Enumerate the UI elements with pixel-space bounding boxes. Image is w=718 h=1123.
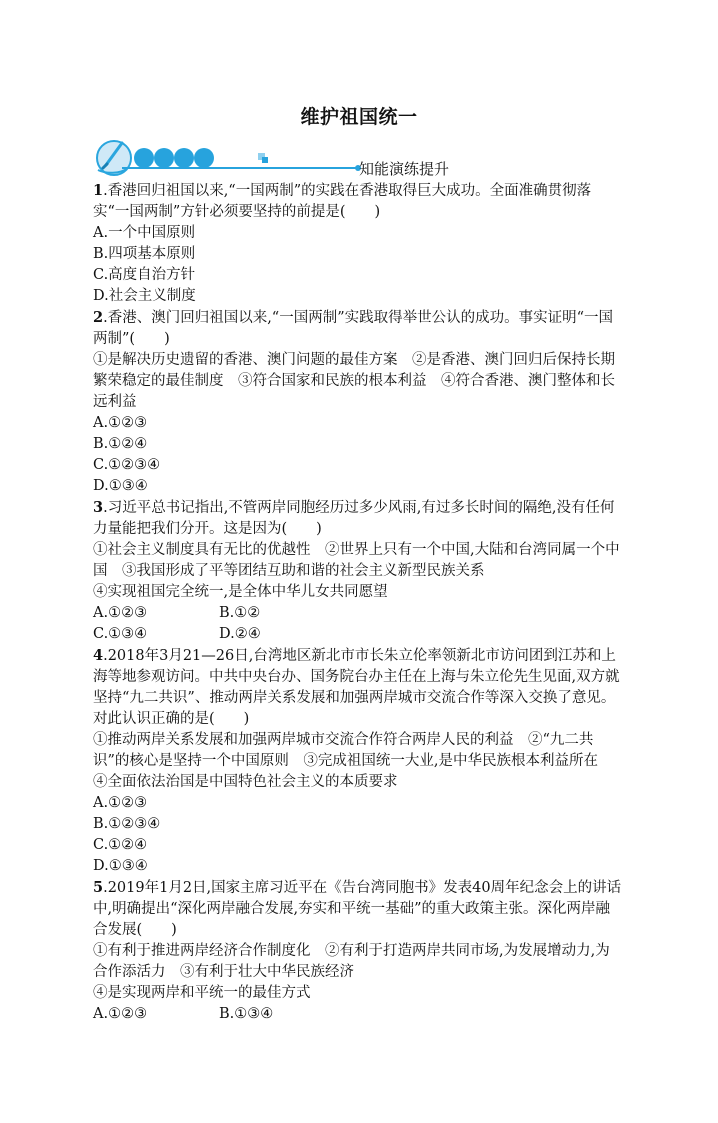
question-stem: [93, 180, 623, 223]
stem-text: .香港回归祖国以来,“一国两制”的实践在香港取得巨大成功。全面准确贯彻落实“一国两制”方针必须要坚持的前提是( ): [93, 183, 592, 220]
option-b: B.四项基本原则: [93, 246, 196, 262]
banner-dots: [134, 148, 214, 168]
statements: ①有利于推进两岸经济合作制度化 ②有利于打造两岸共同市场,为发展增动力,为合作添活力 ③有利于壮大中华民族经济: [93, 943, 610, 980]
question-number: 2: [93, 309, 104, 326]
stem-text: .香港、澳门回归祖国以来,“一国两制”实践取得举世公认的成功。事实证明“一国两制”( ): [93, 310, 614, 347]
options-row-1: [93, 603, 623, 624]
options-row-1: [93, 1004, 623, 1025]
stem-text: .2019年1月2日,国家主席习近平在《告台湾同胞书》发表40周年纪念会上的讲话中,明确提出“深化两岸融合发展,夯实和平统一基础”的重大政策主张。深化两岸融合发展( ): [93, 880, 622, 938]
question-3: [93, 497, 623, 645]
option-b: B.①②④: [93, 436, 148, 452]
question-2: [93, 307, 623, 497]
banner-underline: [122, 167, 360, 169]
options-row-2: [93, 624, 623, 645]
option-a: A.一个中国原则: [93, 225, 196, 241]
option-c: C.高度自治方针: [93, 267, 196, 283]
option-c: C.①③④: [93, 626, 148, 642]
option-b: B.①②③④: [93, 816, 161, 832]
option-a: A.①②③: [93, 795, 148, 811]
statements-extra: ④实现祖国完全统一,是全体中华儿女共同愿望: [93, 584, 388, 600]
square-deco-icon: [258, 153, 268, 163]
question-1: [93, 180, 623, 307]
option-a: A.①②③: [93, 1006, 148, 1022]
stem-text: .习近平总书记指出,不管两岸同胞经历过多少风雨,有过多长时间的隔绝,没有任何力量能把我们分开。这是因为( ): [93, 500, 615, 537]
option-c: C.①②④: [93, 837, 148, 853]
stem-text: .2018年3月21—26日,台湾地区新北市市长朱立伦率领新北市访问团到江苏和上海等地参观访问。中共中央台办、国务院台办主任在上海与朱立伦先生见面,双方就坚持“九二共识”、推动两岸关系发展和加强两岸城市交流合作等深入交换了意见。对此认识正确的是( ): [93, 648, 620, 727]
question-stem: [93, 497, 623, 540]
question-stem: [93, 307, 623, 350]
question-5: [93, 877, 623, 1025]
option-d: D.②④: [219, 626, 261, 642]
option-d: D.①③④: [93, 858, 148, 874]
option-a: A.①②③: [93, 415, 148, 431]
question-number: 5: [93, 879, 104, 896]
question-stem: [93, 645, 623, 730]
option-a: A.①②③: [93, 605, 148, 621]
option-b: B.①②: [219, 605, 261, 621]
question-number: 1: [93, 182, 104, 199]
question-number: 4: [93, 647, 104, 664]
statements: ①是解决历史遗留的香港、澳门问题的最佳方案 ②是香港、澳门回归后保持长期繁荣稳定的最佳制度 ③符合国家和民族的根本利益 ④符合香港、澳门整体和长远利益: [93, 352, 615, 410]
option-b: B.①③④: [219, 1006, 274, 1022]
option-c: C.①②③④: [93, 457, 161, 473]
pen-badge-icon: [97, 141, 131, 175]
page-title: 维护祖国统一: [300, 106, 418, 128]
option-d: D.社会主义制度: [93, 288, 196, 304]
statements-extra: ④是实现两岸和平统一的最佳方式: [93, 985, 311, 1001]
option-d: D.①③④: [93, 478, 148, 494]
statements: ①推动两岸关系发展和加强两岸城市交流合作符合两岸人民的利益 ②“九二共识”的核心是坚持一个中国原则 ③完成祖国统一大业,是中华民族根本利益所在 ④全面依法治国是中国特色社会主义的本质要求: [93, 732, 613, 790]
section-label: 知能演练提升: [359, 160, 450, 178]
question-list: [93, 180, 623, 1025]
question-4: [93, 645, 623, 877]
question-stem: [93, 877, 623, 941]
question-number: 3: [93, 499, 104, 516]
statements: ①社会主义制度具有无比的优越性 ②世界上只有一个中国,大陆和台湾同属一个中国 ③我国形成了平等团结互助和谐的社会主义新型民族关系: [93, 542, 620, 579]
